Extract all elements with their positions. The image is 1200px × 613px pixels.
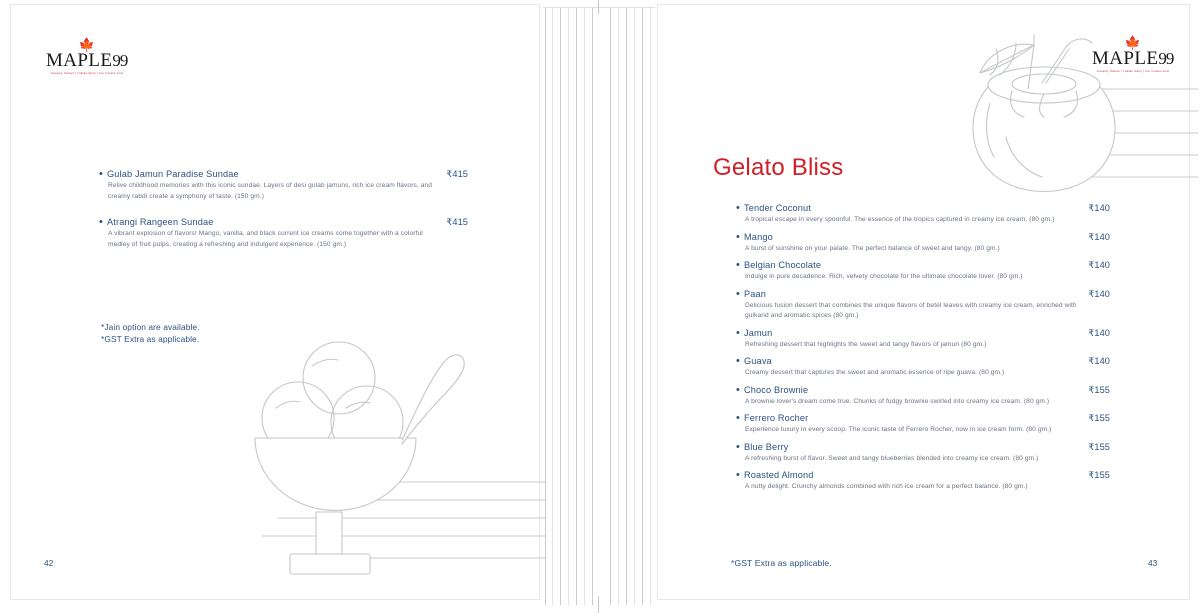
- sundae-illustration: [250, 330, 550, 590]
- gst-note-right: *GST Extra as applicable.: [731, 558, 832, 568]
- menu-item-price: ₹140: [1088, 356, 1110, 366]
- menu-item-name: Mango: [744, 231, 773, 242]
- menu-item-name: Belgian Chocolate: [744, 260, 822, 270]
- menu-item-price: ₹155: [1088, 441, 1110, 452]
- brand-word-text: MAPLE: [1092, 48, 1159, 69]
- section-title-gelato-bliss: Gelato Bliss: [713, 154, 844, 181]
- menu-item-header: [98, 216, 468, 228]
- menu-item-price: ₹155: [1088, 470, 1110, 480]
- menu-item-description: Experience luxury in every scoop. The iconic taste of Ferrero Rocher, now in ice cream form. (80 gm.): [745, 426, 1052, 433]
- menu-item-description: Indulge in pure decadence. Rich, velvety chocolate for the ultimate chocolate lover. (80 gm.): [745, 273, 1023, 280]
- bullet-icon: •: [736, 287, 740, 300]
- menu-item-description: A brownie lover's dream come true. Chunks of fudgy brownie swirled into creamy ice cream. (80 gm.): [745, 397, 1050, 405]
- brand-wordmark-right: [1092, 49, 1173, 68]
- menu-item-header: [735, 231, 1110, 243]
- brand-wordmark-left: [46, 51, 127, 70]
- maple-leaf-icon: 🍁: [78, 37, 95, 52]
- menu-item[interactable]: [735, 231, 1110, 255]
- menu-item[interactable]: [735, 355, 1110, 379]
- left-page-notes: [101, 322, 200, 345]
- menu-item-description: A vibrant explosion of flavors! Mango, vanilla, and black current ice creams come together with a colorful medley of fruit pulps, creating a refreshing and indulgent experience. (150 gm.): [108, 230, 423, 248]
- menu-item-description: A nutty delight. Crunchy almonds combined with rich ice cream for a perfect balance. (80 gm.): [745, 483, 1028, 490]
- menu-item-price: ₹415: [446, 217, 468, 227]
- brand-nine-text: 99: [1158, 49, 1174, 68]
- menu-item[interactable]: [735, 412, 1110, 436]
- gst-note-left: *GST Extra as applicable.: [101, 333, 200, 344]
- menu-item-header: [735, 384, 1110, 396]
- menu-item-name: Blue Berry: [744, 441, 789, 452]
- brand-nine-text: 99: [112, 51, 128, 70]
- book-spine: [540, 0, 658, 613]
- menu-item-price: ₹140: [1088, 288, 1110, 299]
- menu-item-header: [735, 441, 1110, 453]
- menu-item-description: A tropical escape in every spoonful. The essence of the tropics captured in creamy ice cream. (80 gm.): [745, 216, 1055, 223]
- menu-item-name: Atrangi Rangeen Sundae: [107, 217, 214, 227]
- bullet-icon: •: [736, 412, 740, 424]
- bullet-icon: •: [99, 168, 103, 180]
- menu-item-header: [735, 288, 1110, 300]
- menu-item-header: [735, 202, 1110, 214]
- menu-item[interactable]: [735, 384, 1110, 408]
- menu-item-header: [735, 259, 1110, 271]
- menu-item[interactable]: [98, 216, 468, 250]
- menu-item[interactable]: [735, 441, 1110, 465]
- menu-item-price: ₹140: [1088, 260, 1110, 270]
- menu-item-description: Refreshing dessert that highlights the sweet and tangy flavors of jamun (80 gm.): [745, 340, 987, 348]
- menu-item-description: Delicious fusion dessert that combines the unique flavors of betel leaves with creamy ice cream, enriched with gulkand and aromatic spices (80 gm.): [745, 301, 1077, 319]
- bullet-icon: •: [736, 326, 740, 339]
- menu-item-name: Guava: [744, 356, 772, 366]
- menu-item[interactable]: [735, 202, 1110, 226]
- menu-item[interactable]: [735, 469, 1110, 493]
- menu-item-price: ₹140: [1088, 327, 1110, 338]
- brand-tagline-right: Creamy Italian | Indian Desi | Ice Cream and: [1096, 69, 1169, 73]
- menu-item-price: ₹415: [446, 169, 468, 179]
- menu-item-header: [735, 355, 1110, 367]
- menu-item-description: A refreshing burst of flavor. Sweet and tangy blueberries blended into creamy ice cream. (80 gm.): [745, 454, 1039, 462]
- bullet-icon: •: [736, 383, 740, 396]
- menu-item-header: [98, 168, 468, 180]
- bullet-icon: •: [736, 355, 740, 367]
- menu-item-name: Jamun: [744, 327, 773, 338]
- menu-item-header: [735, 412, 1110, 424]
- bullet-icon: •: [736, 202, 740, 214]
- bullet-icon: •: [736, 440, 740, 453]
- menu-item-header: [735, 469, 1110, 481]
- menu-item-name: Choco Brownie: [744, 384, 809, 395]
- menu-item[interactable]: [735, 259, 1110, 283]
- menu-item-name: Ferrero Rocher: [744, 413, 809, 423]
- brand-logo-right: [1092, 35, 1174, 73]
- bullet-icon: •: [736, 230, 740, 243]
- bullet-icon: •: [736, 469, 740, 481]
- menu-item-header: [735, 327, 1110, 339]
- bullet-icon: •: [736, 259, 740, 271]
- page-number-right: 43: [1148, 558, 1158, 568]
- brand-word-text: MAPLE: [46, 50, 113, 71]
- menu-item-price: ₹155: [1088, 384, 1110, 395]
- menu-item-name: Paan: [744, 288, 767, 299]
- menu-item-name: Tender Coconut: [744, 203, 811, 213]
- brand-logo-left: [46, 37, 128, 75]
- maple-leaf-icon: 🍁: [1124, 35, 1141, 50]
- menu-item[interactable]: [735, 288, 1110, 322]
- menu-item-price: ₹140: [1088, 203, 1110, 213]
- brand-tagline-left: Creamy Italian | Indian Desi | Ice Cream and: [50, 71, 123, 75]
- menu-item-price: ₹155: [1088, 413, 1110, 423]
- right-menu-list: [735, 202, 1110, 498]
- menu-item-name: Gulab Jamun Paradise Sundae: [107, 169, 239, 179]
- left-menu-list: [98, 168, 468, 264]
- jain-option-note: *Jain option are available.: [101, 322, 200, 332]
- menu-item[interactable]: [98, 168, 468, 202]
- menu-item-description: Creamy dessert that captures the sweet and aromatic essence of ripe guava. (80 gm.): [745, 369, 1005, 376]
- menu-item[interactable]: [735, 327, 1110, 351]
- bullet-icon: •: [99, 216, 103, 228]
- menu-item-name: Roasted Almond: [744, 470, 814, 480]
- menu-item-description: Relive childhood memories with this iconic sundae. Layers of desi gulab jamuns, rich ice cream flavors, and creamy rabdi create a symphony of taste. (150 gm.): [108, 182, 433, 200]
- menu-item-price: ₹140: [1088, 231, 1110, 242]
- page-number-left: 42: [44, 558, 54, 568]
- menu-item-description: A burst of sunshine on your palate. The perfect balance of sweet and tangy. (80 gm.): [745, 244, 1000, 252]
